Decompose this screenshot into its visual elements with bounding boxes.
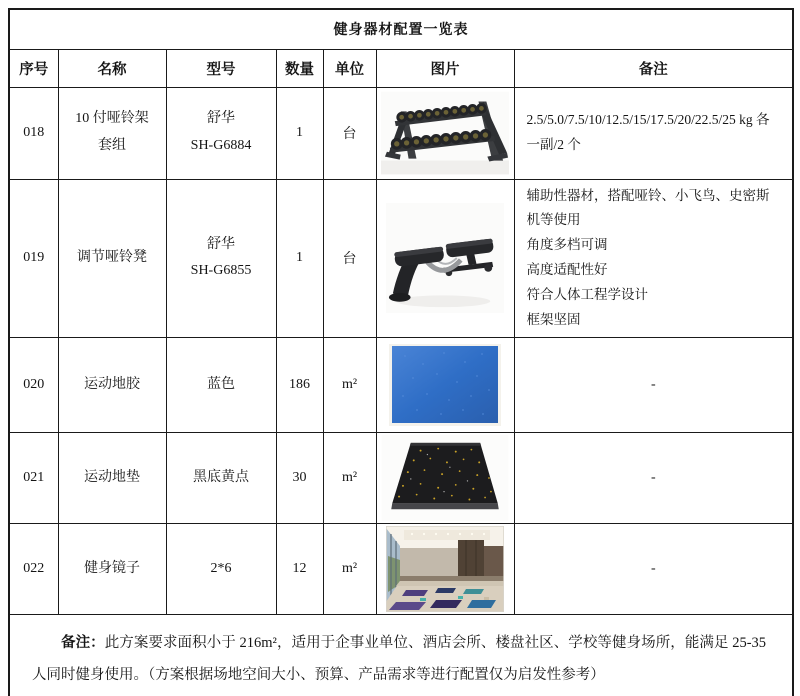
adjustable-bench-image [386, 202, 504, 314]
item-unit: 台 [323, 179, 376, 338]
blue-flooring-image [389, 344, 501, 426]
item-name: 运动地胶 [58, 338, 166, 433]
remark-line: 高度适配性好 [526, 262, 608, 278]
row-no: 019 [9, 179, 58, 338]
col-header-no: 序号 [9, 49, 58, 87]
item-qty: 1 [276, 87, 323, 179]
col-header-image: 图片 [376, 49, 514, 87]
item-name: 调节哑铃凳 [58, 179, 166, 338]
item-model: 黑底黄点 [166, 433, 276, 524]
remark-line: 辅助性器材，搭配哑铃、小飞鸟、史密斯机等使用 [526, 187, 770, 228]
item-model [166, 179, 276, 338]
item-name: 运动地垫 [58, 433, 166, 524]
col-header-name: 名称 [58, 49, 166, 87]
item-remark: - [514, 524, 793, 615]
footer-note-cell [9, 615, 793, 696]
remark-line: 符合人体工程学设计 [526, 287, 648, 303]
item-remark: - [514, 433, 793, 524]
dumbbell-rack-image [381, 91, 509, 175]
gym-mirror-studio-image [386, 526, 504, 612]
item-model [166, 87, 276, 179]
item-model: 2*6 [166, 524, 276, 615]
item-remark: 2.5/5.0/7.5/10/12.5/15/17.5/20/22.5/25 kg 各一副/2 个 [514, 87, 793, 179]
remark-line: 框架坚固 [526, 312, 581, 328]
item-unit: m² [323, 338, 376, 433]
item-unit: m² [323, 433, 376, 524]
header-row [9, 49, 793, 87]
item-name: 健身镜子 [58, 524, 166, 615]
item-unit: 台 [323, 87, 376, 179]
remark-line: 角度多档可调 [526, 237, 608, 253]
row-no: 021 [9, 433, 58, 524]
item-unit: m² [323, 524, 376, 615]
item-image-cell [376, 179, 514, 338]
item-name: 10 付哑铃架套组 [58, 87, 166, 179]
model-line: 舒华 [207, 111, 235, 127]
row-no: 018 [9, 87, 58, 179]
equipment-config-table [8, 8, 794, 696]
item-qty: 1 [276, 179, 323, 338]
item-image-cell [376, 433, 514, 524]
black-mat-image [381, 435, 509, 521]
table-row-018 [9, 87, 793, 179]
model-line: SH-G6884 [190, 138, 252, 153]
item-qty: 30 [276, 433, 323, 524]
page-title: 健身器材配置一览表 [9, 9, 793, 49]
item-qty: 12 [276, 524, 323, 615]
item-remark [514, 179, 793, 338]
table-row-020 [9, 338, 793, 433]
footer-note-text: 此方案要求面积小于 216m²，适用于企事业单位、酒店会所、楼盘社区、学校等健身场所，能满足 25-35 人同时健身使用。（方案根据场地空间大小、预算、产品需求等进行配置仅为启发性参考） [32, 634, 767, 683]
col-header-model: 型号 [166, 49, 276, 87]
row-no: 020 [9, 338, 58, 433]
item-qty: 186 [276, 338, 323, 433]
footer-note [32, 628, 766, 692]
item-model: 蓝色 [166, 338, 276, 433]
footer-note-label: 备注： [61, 634, 105, 651]
col-header-unit: 单位 [323, 49, 376, 87]
model-line: SH-G6855 [190, 263, 252, 279]
model-line: 舒华 [207, 236, 235, 252]
row-no: 022 [9, 524, 58, 615]
table-row-022 [9, 524, 793, 615]
col-header-qty: 数量 [276, 49, 323, 87]
item-remark: - [514, 338, 793, 433]
col-header-remark: 备注 [514, 49, 793, 87]
item-image-cell [376, 87, 514, 179]
item-image-cell [376, 338, 514, 433]
table-row-021 [9, 433, 793, 524]
title-row [9, 9, 793, 49]
item-image-cell [376, 524, 514, 615]
footer-row [9, 615, 793, 696]
table-row-019 [9, 179, 793, 338]
